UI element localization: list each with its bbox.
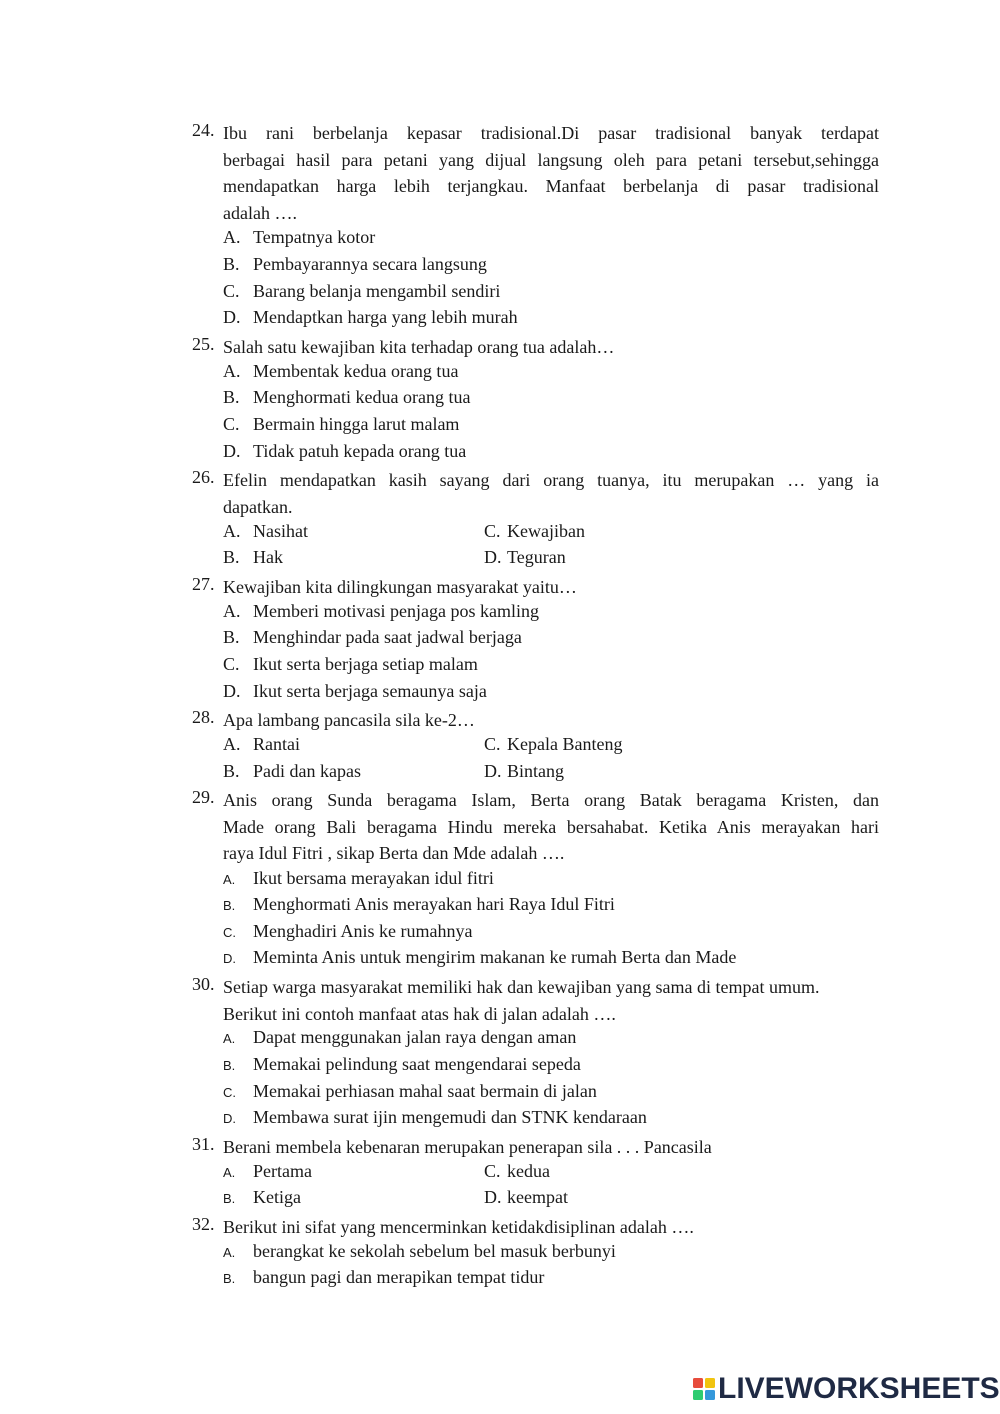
question-25	[192, 334, 879, 361]
question-line: Salah satu kewajiban kita terhadap orang tua adalah…	[223, 337, 615, 357]
question-number: 32.	[192, 1214, 215, 1234]
question-text	[223, 467, 879, 520]
question-number: 26.	[192, 467, 215, 487]
question-29	[192, 787, 879, 867]
question-text	[223, 1214, 879, 1241]
question-line: raya Idul Fitri , sikap Berta dan Mde adalah ….	[223, 843, 565, 864]
question-number: 28.	[192, 707, 215, 727]
question-line: mendapatkan harga lebih terjangkau. Manfaat berbelanja di pasar tradisional	[223, 176, 879, 197]
question-line: Berani membela kebenaran merupakan penerapan sila . . . Pancasila	[223, 1137, 712, 1157]
question-line: Anis orang Sunda beragama Islam, Berta orang Batak beragama Kristen, dan	[223, 790, 879, 810]
question-32	[192, 1214, 879, 1241]
question-text	[223, 707, 879, 734]
question-number: 25.	[192, 334, 215, 354]
question-text	[223, 334, 879, 361]
question-31	[192, 1134, 879, 1161]
question-27	[192, 574, 879, 601]
worksheet-page: 24. Ibu rani berbelanja kepasar tradisional.Di pasar tradisional banyak terdapat berbagai hasil para petani yang dijual langsung oleh para petani tersebut,sehingga mendapatkan harga lebih terjangkau. Manfaat berbelanja di pasar tradisional adalah …. A. Tempatnya kotor B. Pembayarannya secara langsung C. Barang belanja mengambil sendiri D. Mendaptkan harga yang lebih murah 25. Salah satu kewajiban kita terhadap orang tua adalah… A. Membentak kedua orang tua B. Menghormati kedua orang tua C. Bermain hingga larut malam D. Tidak patuh kepada orang tua 26. Efelin mendapatkan kasih sayang dari orang tuanya, itu merupakan … yang ia dapatkan. A. Nasihat C. Kewajiban B. Hak D. Teguran 27. Kewajiban kita dilingkungan masyarakat yaitu… A. Memberi motivasi penjaga pos kamling B. Menghindar pada saat jadwal berjaga C. Ikut serta berjaga setiap malam D. Ikut serta berjaga semaunya saja 28. Apa lambang pancasila sila ke-2… A. Rantai C. Kepala Banteng B. Padi dan kapas D. Bintang 29. Anis orang Sunda beragama Islam, Berta orang Batak beragama Kristen, dan Made orang Bali beragama Hindu mereka bersahabat. Ketika Anis merayakan hari raya Idul Fitri , sikap Berta dan Mde adalah …. A. Ikut bersama merayakan idul fitri B. Menghormati Anis merayakan hari Raya Idul Fitri C. Menghadiri Anis ke rumahnya D. Meminta Anis untuk mengirim makanan ke rumah Berta dan Made 30. Setiap warga masyarakat memiliki hak dan kewajiban yang sama di tempat umum. Berikut ini contoh manfaat atas hak di jalan adalah …. A. Dapat menggunakan jalan raya dengan aman B. Memakai pelindung saat mengendarai sepeda C. Memakai perhiasan mahal saat bermain di jalan D. Membawa surat ijin mengemudi dan STNK kendaraan 31. Berani membela kebenaran merupakan penerapan sila . . . Pancasila A. Pertama C. kedua B. Ketiga D. keempat 32. Berikut ini sifat yang mencerminkan ketidakdisiplinan adalah …. A. berangkat ke sekolah sebelum bel masuk berbunyi B. bangun pagi dan merapikan tempat tidur LIVEWORKSHEETS	[192, 120, 1000, 1405]
question-line: adalah ….	[223, 203, 297, 224]
question-number: 29.	[192, 787, 215, 807]
question-24	[192, 120, 879, 227]
question-line: Ibu rani berbelanja kepasar tradisional.Di pasar tradisional banyak terdapat	[223, 123, 879, 143]
question-26	[192, 467, 879, 520]
question-number: 27.	[192, 574, 215, 594]
question-line: Berikut ini contoh manfaat atas hak di jalan adalah ….	[223, 1003, 616, 1024]
question-text	[223, 1134, 879, 1161]
question-line: dapatkan.	[223, 496, 293, 517]
question-line: Kewajiban kita dilingkungan masyarakat yaitu…	[223, 577, 577, 597]
question-number: 24.	[192, 120, 215, 140]
question-line: Setiap warga masyarakat memiliki hak dan kewajiban yang sama di tempat umum.	[223, 977, 820, 997]
question-text	[223, 574, 879, 601]
question-text	[223, 787, 879, 867]
question-line: Made orang Bali beragama Hindu mereka bersahabat. Ketika Anis merayakan hari	[223, 816, 879, 837]
question-line: Berikut ini sifat yang mencerminkan ketidakdisiplinan adalah ….	[223, 1217, 694, 1237]
question-number: 30.	[192, 974, 215, 994]
question-line: Apa lambang pancasila sila ke-2…	[223, 710, 475, 730]
question-number: 31.	[192, 1134, 215, 1154]
question-28	[192, 707, 879, 734]
liveworksheets-logo-icon	[693, 1378, 715, 1400]
question-line: berbagai hasil para petani yang dijual langsung oleh para petani tersebut,sehingga	[223, 149, 879, 170]
question-text	[223, 120, 879, 227]
question-line: Efelin mendapatkan kasih sayang dari orang tuanya, itu merupakan … yang ia	[223, 470, 879, 490]
logo-text: LIVEWORKSHEETS	[718, 1372, 1000, 1405]
question-text	[223, 974, 879, 1027]
question-30	[192, 974, 879, 1027]
